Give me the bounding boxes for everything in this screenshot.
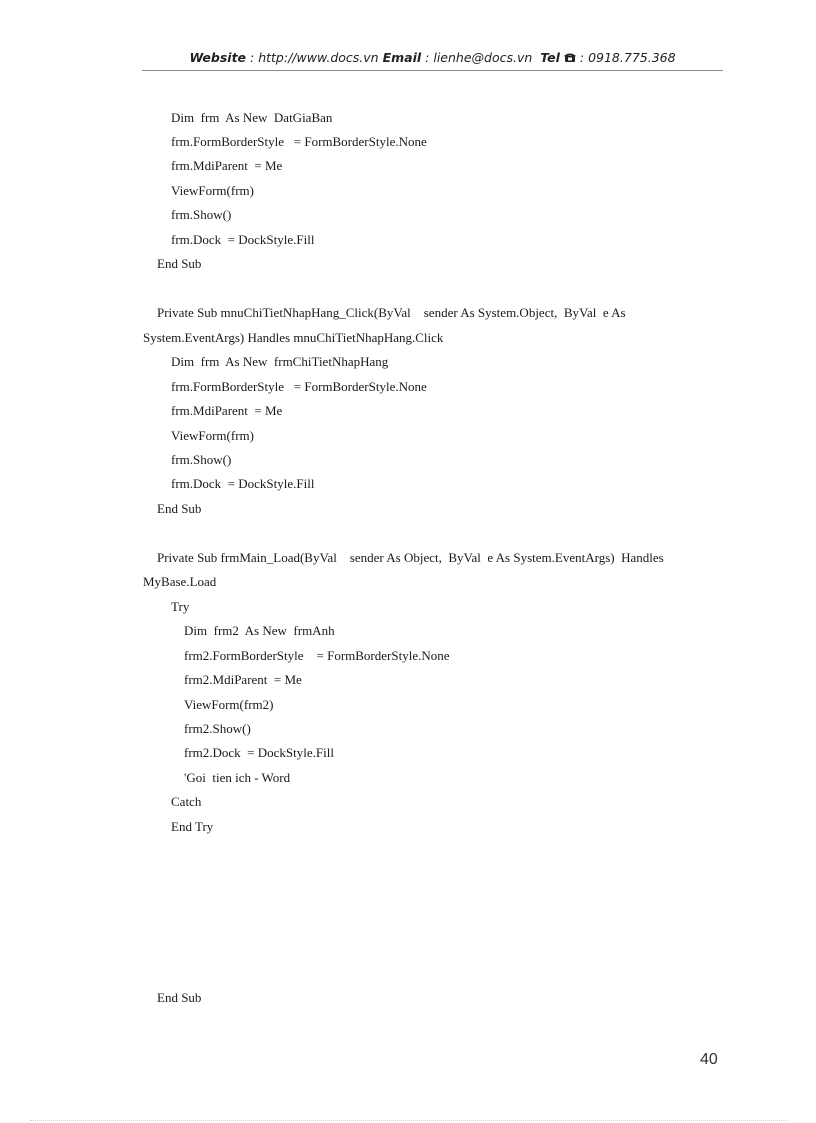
code-line: Try <box>171 599 190 614</box>
code-line: Dim frm As New DatGiaBan <box>171 110 333 125</box>
page-bottom-divider <box>30 1120 786 1121</box>
tel-value: 0918.775.368 <box>588 50 676 65</box>
code-line: frm.FormBorderStyle = FormBorderStyle.None <box>171 134 427 149</box>
code-line: frm.Dock = DockStyle.Fill <box>171 232 315 247</box>
code-line: Dim frm As New frmChiTietNhapHang <box>171 354 389 369</box>
code-line: End Sub <box>157 990 202 1005</box>
code-line: ViewForm(frm2) <box>184 697 274 712</box>
code-line: frm.Show() <box>171 452 232 467</box>
code-line: End Sub <box>157 256 202 271</box>
email-label: Email <box>382 50 422 65</box>
code-line: frm2.FormBorderStyle = FormBorderStyle.None <box>184 648 450 663</box>
website-url[interactable]: http://www.docs.vn <box>258 50 379 65</box>
code-line: System.EventArgs) Handles mnuChiTietNhapHang.Click <box>143 330 444 345</box>
tel-label: Tel <box>540 50 560 65</box>
code-line: frm2.Show() <box>184 721 251 736</box>
code-line: frm2.Dock = DockStyle.Fill <box>184 745 334 760</box>
page-number: 40 <box>700 1051 718 1068</box>
code-line: ViewForm(frm) <box>171 183 254 198</box>
email-separator: : <box>421 50 434 65</box>
code-line: Dim frm2 As New frmAnh <box>184 623 335 638</box>
website-label: Website <box>189 50 247 65</box>
code-line: Private Sub frmMain_Load(ByVal sender As Object, ByVal e As System.EventArgs) Handles <box>157 550 664 565</box>
code-line: MyBase.Load <box>143 574 217 589</box>
code-line: Catch <box>171 794 202 809</box>
code-line: frm.FormBorderStyle = FormBorderStyle.None <box>171 379 427 394</box>
website-separator: : <box>246 50 259 65</box>
code-line: ViewForm(frm) <box>171 428 254 443</box>
phone-icon <box>564 52 576 63</box>
code-line: Private Sub mnuChiTietNhapHang_Click(ByVal sender As System.Object, ByVal e As <box>157 305 626 320</box>
code-line: End Try <box>171 819 214 834</box>
code-line: frm.MdiParent = Me <box>171 403 283 418</box>
code-line: frm.Show() <box>171 207 232 222</box>
email-value[interactable]: lienhe@docs.vn <box>433 50 533 65</box>
code-line: End Sub <box>157 501 202 516</box>
page-header <box>142 50 723 71</box>
tel-separator: : <box>575 50 589 65</box>
code-line: frm.Dock = DockStyle.Fill <box>171 476 315 491</box>
code-line: frm2.MdiParent = Me <box>184 672 302 687</box>
code-line: 'Goi tien ich - Word <box>184 770 291 785</box>
code-line: frm.MdiParent = Me <box>171 158 283 173</box>
